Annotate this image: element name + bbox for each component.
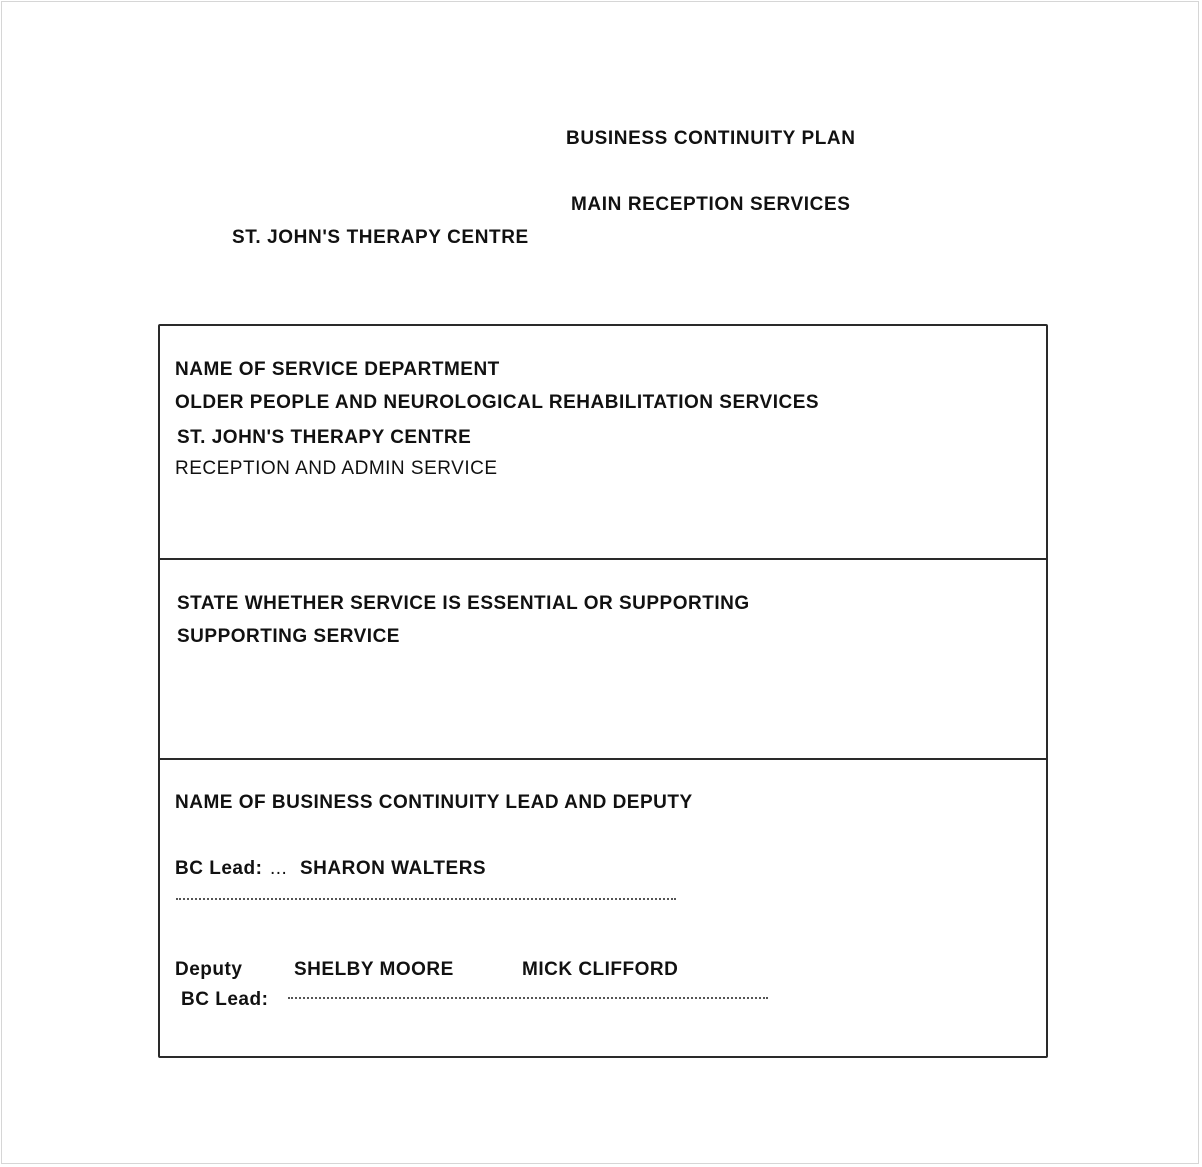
bc-lead-dotted-line bbox=[176, 898, 676, 900]
service-status-section bbox=[160, 560, 1046, 760]
status-value: SUPPORTING SERVICE bbox=[177, 626, 400, 647]
bc-lead-name: SHARON WALTERS bbox=[300, 858, 487, 879]
document-subtitle: MAIN RECEPTION SERVICES bbox=[571, 194, 851, 215]
deputy-label: Deputy bbox=[175, 959, 243, 980]
department-line-reception: RECEPTION AND ADMIN SERVICE bbox=[175, 458, 498, 479]
document-title: BUSINESS CONTINUITY PLAN bbox=[566, 128, 856, 149]
status-heading: STATE WHETHER SERVICE IS ESSENTIAL OR SUPPORTING bbox=[177, 593, 750, 614]
centre-name: ST. JOHN'S THERAPY CENTRE bbox=[232, 227, 529, 248]
department-line-services: OLDER PEOPLE AND NEUROLOGICAL REHABILITATION SERVICES bbox=[175, 392, 820, 413]
deputy-bc-lead-label: BC Lead: bbox=[181, 989, 269, 1010]
bc-lead-label: BC Lead: bbox=[175, 858, 263, 879]
deputy-name-mick: MICK CLIFFORD bbox=[522, 959, 679, 980]
deputy-name-shelby: SHELBY MOORE bbox=[294, 959, 454, 980]
department-section bbox=[160, 326, 1046, 560]
deputy-dotted-line bbox=[288, 997, 768, 999]
department-line-centre: ST. JOHN'S THERAPY CENTRE bbox=[177, 427, 472, 448]
lead-deputy-section bbox=[160, 760, 1046, 1056]
bc-lead-ellipsis: ... bbox=[270, 858, 288, 879]
continuity-form-table bbox=[158, 324, 1048, 1058]
lead-heading: NAME OF BUSINESS CONTINUITY LEAD AND DEPUTY bbox=[175, 792, 693, 813]
department-heading: NAME OF SERVICE DEPARTMENT bbox=[175, 359, 500, 380]
